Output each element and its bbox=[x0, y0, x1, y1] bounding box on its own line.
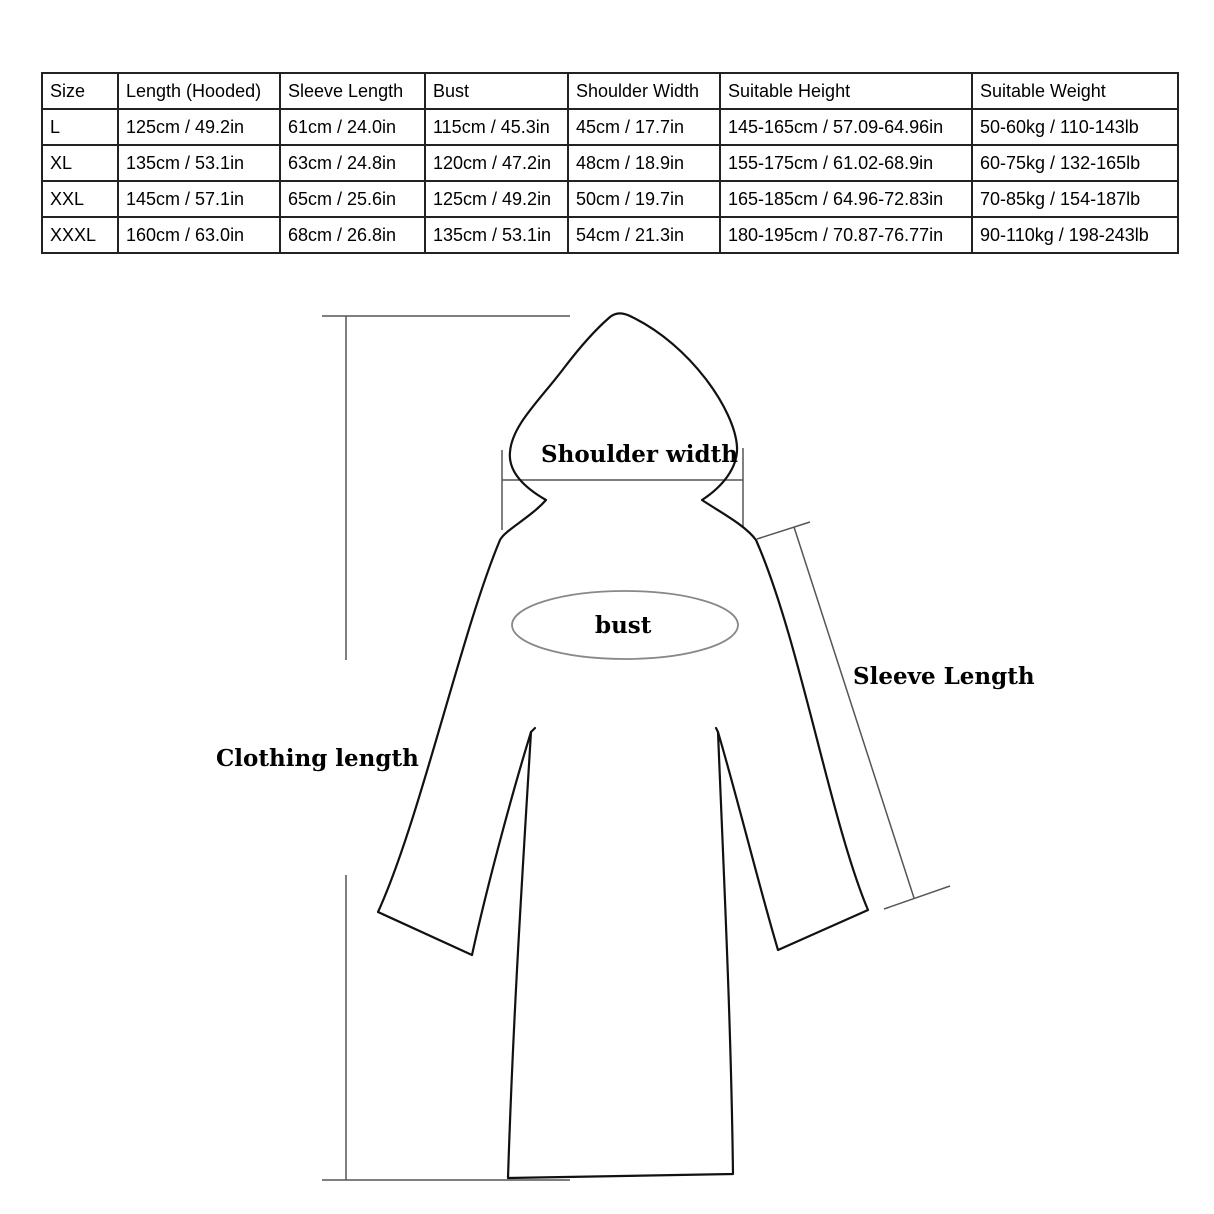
table-cell: 48cm / 18.9in bbox=[568, 145, 720, 181]
left-slit-line bbox=[531, 728, 535, 732]
table-cell: 50cm / 19.7in bbox=[568, 181, 720, 217]
right-slit-line bbox=[716, 728, 718, 732]
header-cell: Shoulder Width bbox=[568, 73, 720, 109]
table-cell: 90-110kg / 198-243lb bbox=[972, 217, 1178, 253]
table-cell: 180-195cm / 70.87-76.77in bbox=[720, 217, 972, 253]
header-cell: Bust bbox=[425, 73, 568, 109]
table-cell: 63cm / 24.8in bbox=[280, 145, 425, 181]
table-cell: 145cm / 57.1in bbox=[118, 181, 280, 217]
shoulder-width-label: Shoulder width bbox=[541, 441, 738, 468]
table-cell: 135cm / 53.1in bbox=[118, 145, 280, 181]
header-cell: Suitable Height bbox=[720, 73, 972, 109]
table-cell: 45cm / 17.7in bbox=[568, 109, 720, 145]
table-cell: 125cm / 49.2in bbox=[425, 181, 568, 217]
bust-label: bust bbox=[595, 612, 652, 639]
table-cell: XXL bbox=[42, 181, 118, 217]
header-cell: Suitable Weight bbox=[972, 73, 1178, 109]
table-cell: 155-175cm / 61.02-68.9in bbox=[720, 145, 972, 181]
table-cell: XL bbox=[42, 145, 118, 181]
table-cell: 50-60kg / 110-143lb bbox=[972, 109, 1178, 145]
table-cell: 115cm / 45.3in bbox=[425, 109, 568, 145]
table-cell: 60-75kg / 132-165lb bbox=[972, 145, 1178, 181]
table-cell: XXXL bbox=[42, 217, 118, 253]
table-cell: 145-165cm / 57.09-64.96in bbox=[720, 109, 972, 145]
table-cell: 125cm / 49.2in bbox=[118, 109, 280, 145]
clothing-length-label: Clothing length bbox=[216, 745, 419, 772]
table-cell: 68cm / 26.8in bbox=[280, 217, 425, 253]
sleeve-length-measure-line bbox=[757, 522, 950, 909]
table-cell: 61cm / 24.0in bbox=[280, 109, 425, 145]
table-cell: L bbox=[42, 109, 118, 145]
table-cell: 54cm / 21.3in bbox=[568, 217, 720, 253]
table-cell: 65cm / 25.6in bbox=[280, 181, 425, 217]
table-cell: 120cm / 47.2in bbox=[425, 145, 568, 181]
header-cell: Size bbox=[42, 73, 118, 109]
table-cell: 165-185cm / 64.96-72.83in bbox=[720, 181, 972, 217]
table-cell: 160cm / 63.0in bbox=[118, 217, 280, 253]
sleeve-length-label: Sleeve Length bbox=[853, 663, 1035, 690]
header-cell: Sleeve Length bbox=[280, 73, 425, 109]
header-cell: Length (Hooded) bbox=[118, 73, 280, 109]
table-cell: 70-85kg / 154-187lb bbox=[972, 181, 1178, 217]
table-cell: 135cm / 53.1in bbox=[425, 217, 568, 253]
